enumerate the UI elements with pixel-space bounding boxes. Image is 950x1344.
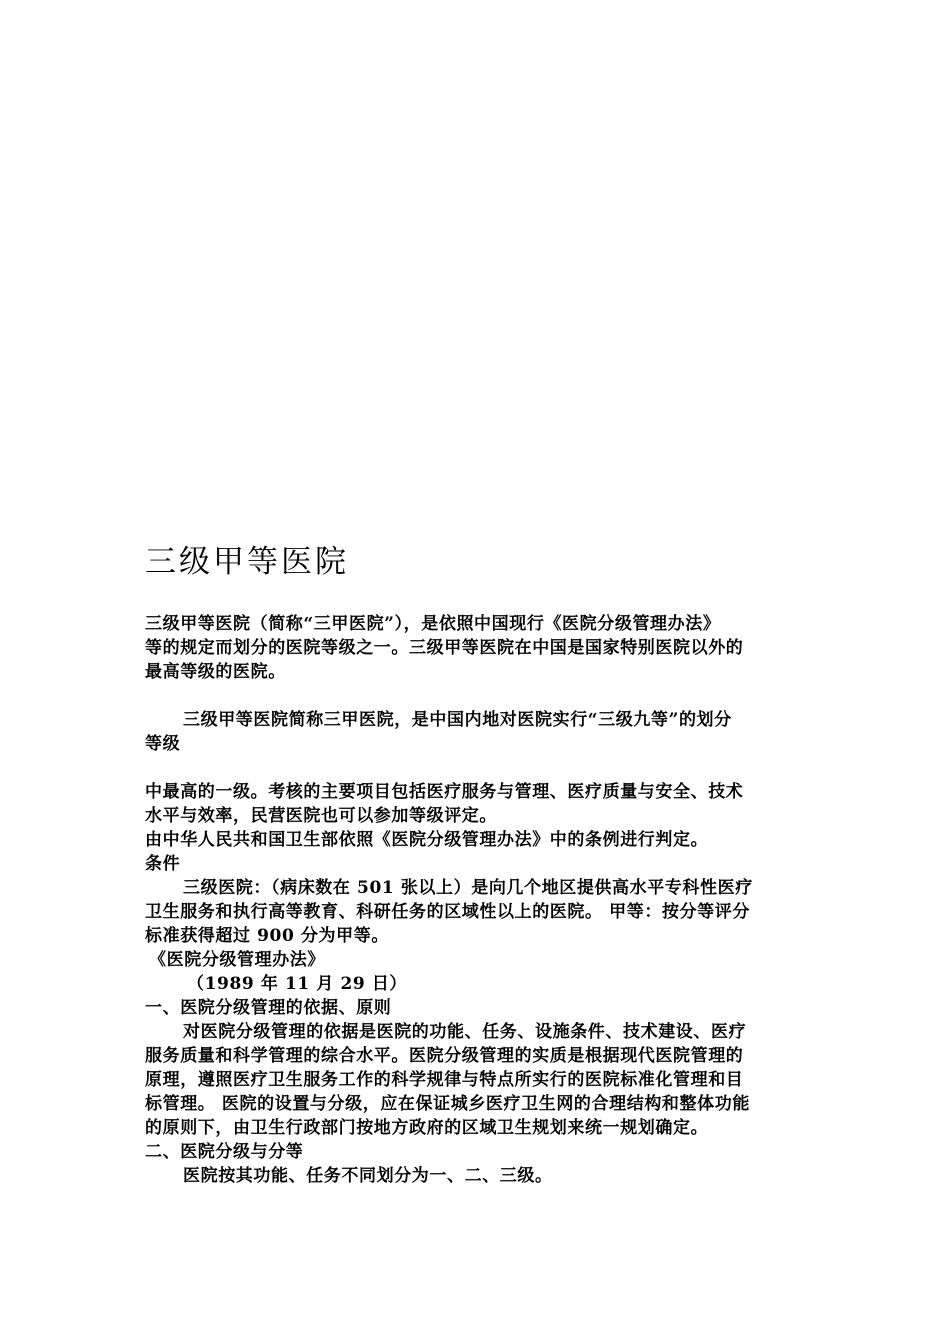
paragraph-gap bbox=[145, 756, 807, 780]
paragraph-line: 等级 bbox=[145, 734, 181, 754]
intro-line: 最高等级的医院。 bbox=[145, 662, 286, 682]
conditions-line: 三级医院：（病床数在 501 张以上）是向几个地区提供高水平专科性医疗 bbox=[183, 878, 753, 898]
conditions-line: 卫生服务和执行高等教育、科研任务的区域性以上的医院。 甲等：按分等评分 bbox=[145, 902, 750, 922]
intro-line: 等的规定而划分的医院等级之一。三级甲等医院在中国是国家特别医院以外的 bbox=[145, 638, 744, 658]
document-body bbox=[145, 612, 807, 1188]
section-line: 对医院分级管理的依据是医院的功能、任务、设施条件、技术建设、医疗 bbox=[183, 1022, 747, 1042]
paragraph-line: 由中华人民共和国卫生部依照《医院分级管理办法》中的条例进行判定。 bbox=[145, 830, 709, 850]
paragraph-line: 三级甲等医院简称三甲医院，是中国内地对医院实行“三级九等”的划分 bbox=[183, 710, 732, 730]
paragraph-gap bbox=[145, 684, 807, 708]
document-title: 三级甲等医院 bbox=[145, 544, 349, 580]
section-line: 的原则下，由卫生行政部门按地方政府的区域卫生规划来统一规划确定。 bbox=[145, 1118, 709, 1138]
conditions-line: 标准获得超过 900 分为甲等。 bbox=[145, 926, 389, 946]
section-line: 原理，遵照医疗卫生服务工作的科学规律与特点所实行的医院标准化管理和目 bbox=[145, 1070, 744, 1090]
section-line: 服务质量和科学管理的综合水平。医院分级管理的实质是根据现代医院管理的 bbox=[145, 1046, 744, 1066]
paragraph-line: 中最高的一级。考核的主要项目包括医疗服务与管理、医疗质量与安全、技术 bbox=[145, 782, 744, 802]
section-line: 标管理。 医院的设置与分级，应在保证城乡医疗卫生网的合理结构和整体功能 bbox=[145, 1094, 750, 1114]
law-title: 《医院分级管理办法》 bbox=[149, 950, 325, 970]
section-heading: 二、医院分级与分等 bbox=[145, 1142, 304, 1162]
section-heading: 一、医院分级管理的依据、原则 bbox=[145, 998, 392, 1018]
section-line: 医院按其功能、任务不同划分为一、二、三级。 bbox=[183, 1166, 553, 1186]
paragraph-line: 条件 bbox=[145, 854, 181, 874]
paragraph-line: 水平与效率，民营医院也可以参加等级评定。 bbox=[145, 806, 497, 826]
law-date: （1989 年 11 月 29 日） bbox=[187, 974, 408, 994]
intro-line: 三级甲等医院（简称“三甲医院”），是依照中国现行《医院分级管理办法》 bbox=[145, 614, 721, 634]
